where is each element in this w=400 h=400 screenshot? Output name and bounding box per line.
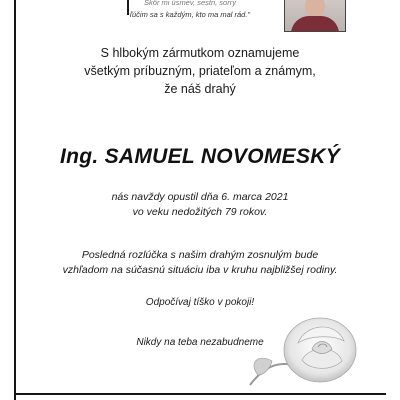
farewell-quote [90, 0, 290, 20]
death-details [20, 190, 380, 220]
rest-in-peace-text: Odpočívaj tíško v pokoji! [145, 297, 255, 308]
quote-line-1: Skôr mi úsmev, sestri, sorry [144, 0, 236, 7]
rose-icon [240, 305, 370, 395]
funeral-notice [20, 248, 380, 278]
death-line: nás navždy opustil dňa 6. marca 2021 [111, 191, 289, 203]
funeral-line: Posledná rozlúčka s našim drahým zosnulým bude [81, 249, 319, 261]
deceased-name: Ing. SAMUEL NOVOMESKÝ [59, 145, 341, 168]
death-line: vo veku nedožitých 79 rokov. [132, 206, 268, 218]
funeral-line: vzhľadom na súčasnú situáciu iba v kruhu najbližšej rodiny. [62, 264, 338, 276]
never-forget-text: Nikdy na teba nezabudneme [136, 337, 264, 348]
intro-line: S hlbokým zármutkom oznamujeme [100, 46, 300, 60]
intro-text [20, 44, 380, 98]
intro-line: že náš drahý [164, 82, 236, 96]
quote-line-2: ľúčim sa s každým, kto ma mal rád." [129, 10, 251, 19]
intro-line: všetkým príbuzným, priateľom a známym, [84, 64, 316, 78]
portrait-shirt [291, 16, 339, 32]
portrait-photo [284, 0, 346, 32]
mourning-border-left [14, 0, 16, 400]
